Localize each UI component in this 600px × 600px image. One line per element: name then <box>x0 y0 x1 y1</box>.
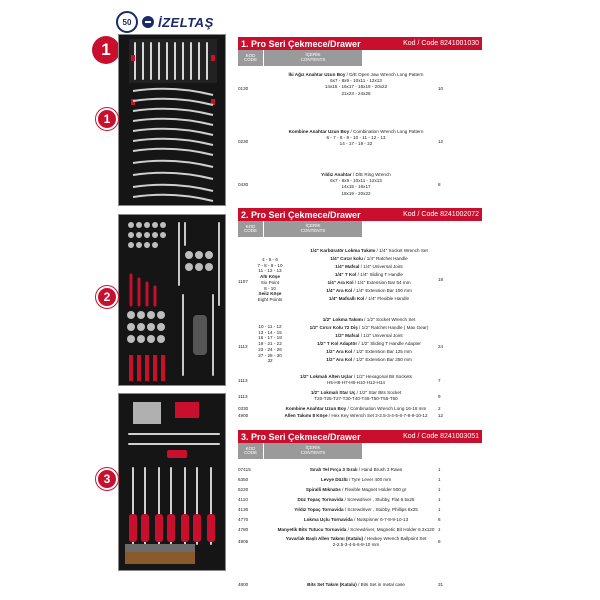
row-qty: 1 <box>438 527 441 532</box>
column-kod: KOD CODE <box>238 50 263 66</box>
column-headers <box>238 50 482 66</box>
row-desc: Yıldız Topaç Tornavida / Screwdriver , Stubby, Phillips 6x25 <box>294 507 418 512</box>
row-qty: 10 <box>438 86 444 91</box>
row-desc: Manyetik Bits Tutucu Tornavida / Screwdriver, Magnetic Bit Holder 6.3x120 <box>277 527 435 532</box>
row-qty: 6 <box>438 517 441 522</box>
drawer-1-photo <box>118 34 226 206</box>
row-desc: Spiralli Mıknatıs / Flexible Magnet Holder 500 gr <box>305 487 407 492</box>
row-desc: Lokma Uçlu Tornavida / Nutspinner 6-7-8-9-10-13 <box>303 517 409 522</box>
row-desc: Allen Takımı 8 Köşe / Hex Key Wrench Set 2-2.5-3-4-5-6-7-8-9-10-12 <box>284 413 428 418</box>
half-sizes: 10 - 11 - 12 13 - 14 - 15 16 - 17 - 18 19 - 21 - 22 23 - 24 - 26 27 - 28 - 30 32 <box>258 324 282 364</box>
row-code: 4130 <box>238 507 249 512</box>
row-desc: Sırah Tel Fırça 3 Sıralı / Hand Brush 3 Raws <box>309 467 403 472</box>
drawer-3-badge: 3 <box>96 468 118 490</box>
row-desc: 1/2" Lokmalı Star Uç / 1/2" Star Bits Socket T20-T25-T27-T30-T40-T45-T50-T55-T60 <box>310 390 402 402</box>
quarter-inch-block <box>238 247 482 317</box>
row-qty: 31 <box>438 582 444 587</box>
section-header <box>238 208 482 221</box>
column-icerik: İÇERİK CONTENTS <box>264 50 362 66</box>
row-desc: Yıldız Anahtar / D/E Ring Wrench 6x7 - 8x9 - 10x11 - 12x13 14x15 - 16x17 18x19 - 20x22 <box>321 172 391 196</box>
brand-name: İZELTAŞ <box>158 14 214 30</box>
row-qty: 8 <box>438 539 441 544</box>
section-header <box>238 37 482 50</box>
row-code: 0330 <box>238 406 249 411</box>
row-desc: Kombine Anahtar Uzun Boy / Combination Wrench Long Pattern 6 - 7 - 8 - 9 - 10 - 11 - 12 - 13 14 - 17 - 19 - 22 <box>288 129 424 147</box>
section-title: 3. Pro Seri Çekmece/Drawer <box>241 431 361 442</box>
row-qty: 12 <box>438 139 444 144</box>
row-qty: 1 <box>438 487 441 492</box>
screwdriver-tray-illustration <box>119 394 226 571</box>
brand-logo <box>116 10 214 34</box>
row-qty: 18 <box>438 277 444 282</box>
row-code: 6350 <box>238 477 249 482</box>
row-code: 0130 <box>238 86 249 91</box>
row-qty: 1 <box>438 507 441 512</box>
wrench-tray-illustration <box>119 35 226 206</box>
drawer-2-badge: 2 <box>96 286 118 308</box>
row-code: 07415 <box>238 467 251 472</box>
row-qty: 24 <box>438 344 444 349</box>
half-inch-block <box>238 316 482 374</box>
row-code: 6220 <box>238 487 249 492</box>
column-icerik: İÇERİK CONTENTS <box>264 221 362 237</box>
row-code: 4800 <box>238 582 249 587</box>
column-kod: KOD CODE <box>238 221 263 237</box>
row-code: 0430 <box>238 182 249 187</box>
row-desc: Levye Düzlü / Tyre Lever 400 mm <box>320 477 392 482</box>
row-desc: Kombine Anahtar Uzun Boy / Combination Wrench Long 16-18 mm <box>285 406 427 411</box>
page-number-badge: 1 <box>92 36 120 64</box>
quarter-sizes: 4 - 5 - 6 7 - 8 - 9 - 10 11 - 12 - 13 Altı Köşe Six Point 8 - 10 Seiiz Köşe Eight Points <box>257 257 283 303</box>
quarter-lines: 1/4" Karbüratör Lokma Takımı / 1/4" Socket Wrench Set 1/4" Cırcır kolu / 1/4" Ratchet Handle 1/4" Mafsal / 1/4" Universal Joint 1/4" T Kol / 1/4" Sliding T Handle 1/4" Ara Kol / 1/4" Extension Bar 54 mm 1/4" Ara Kol / 1/4" Extension Bar 100 mm 1/4" Mafsallı Kol / 1/4" Flexible Handle <box>310 248 428 302</box>
row-qty: 1 <box>438 467 441 472</box>
row-code: 1113 <box>238 394 248 399</box>
column-kod: KOD CODE <box>238 443 263 459</box>
section-3 <box>238 430 482 595</box>
row-qty: 8 <box>438 182 441 187</box>
section-title: 2. Pro Seri Çekmece/Drawer <box>241 209 361 220</box>
row-desc: İki Ağız Anahtar Uzun Boy / D/E Open Jaw Wrench Long Pattern 6x7 - 8x9 - 10x11 - 12x13 14x15 - 16x17 - 18x19 - 20x22 21x23 - 24x26 <box>288 72 424 96</box>
drawer-3-photo <box>118 393 226 571</box>
row-code: 4110 <box>238 497 248 502</box>
row-qty: 2 <box>438 406 441 411</box>
row-qty: 9 <box>438 394 441 399</box>
drawer-2-photo <box>118 214 226 386</box>
section-code: Kod / Code 8241001030 <box>403 40 479 47</box>
column-icerik: İÇERİK CONTENTS <box>264 443 362 459</box>
section-1 <box>238 37 482 207</box>
brand-mark-icon <box>142 16 154 28</box>
row-qty: 12 <box>438 413 444 418</box>
row-desc: Yuvarlak Başlı Allen Takımı (Katalu) / Hexkey Wrench Ballpoint Set 2-2.5-3-4-5-6-8-10 mm <box>285 536 427 548</box>
row-qty: 7 <box>438 378 441 383</box>
row-code: 4905 <box>238 539 249 544</box>
row-qty: 1 <box>438 477 441 482</box>
row-code: 4770 <box>238 517 249 522</box>
row-desc: 1/2" Lokmalı Alten Uçlar / 1/2" Hexagonal Bit Sockets H5-H6-H7-H8-H10-H12-H14 <box>300 374 412 386</box>
row-code: 1113 <box>238 378 248 383</box>
section-2 <box>238 208 482 428</box>
section-header <box>238 430 482 443</box>
row-code: 1107 <box>238 279 248 284</box>
column-headers <box>238 443 482 459</box>
drawer-1-badge: 1 <box>96 108 118 130</box>
row-code: 4780 <box>238 527 249 532</box>
column-headers <box>238 221 482 237</box>
section-code: Kod / Code 8241003051 <box>403 433 479 440</box>
section-title: 1. Pro Seri Çekmece/Drawer <box>241 38 361 49</box>
section-code: Kod / Code 8241002072 <box>403 211 479 218</box>
row-code: 0230 <box>238 139 249 144</box>
row-desc: Bits Set Takım (Katalu) / Bits Set in metal case <box>307 582 405 587</box>
row-desc: Düz Topaç Tornavida / Screwdriver , Stubby, Flat 6.5x25 <box>297 497 415 502</box>
half-lines: 1/2" Lokma Takımı / 1/2" Socket Wrench Set 1/2" Cırcır Kolu 72 Diş / 1/2" Ratchet Handle ( Max Gear) 1/2" Mafsal / 1/2" Universal Joint 1/2" T Kol Adaptör / 1/2" Sliding T Handle Adapter 1/2" Ara Kol / 1/2" Extension Bar 125 mm 1/2" Ara Kol / 1/2" Extension Bar 250 mm <box>309 317 429 363</box>
row-qty: 1 <box>438 497 441 502</box>
socket-tray-illustration <box>119 215 226 386</box>
row-code: 1113 <box>238 344 248 349</box>
anniversary-badge: 50 <box>116 11 138 33</box>
row-code: 4900 <box>238 413 249 418</box>
